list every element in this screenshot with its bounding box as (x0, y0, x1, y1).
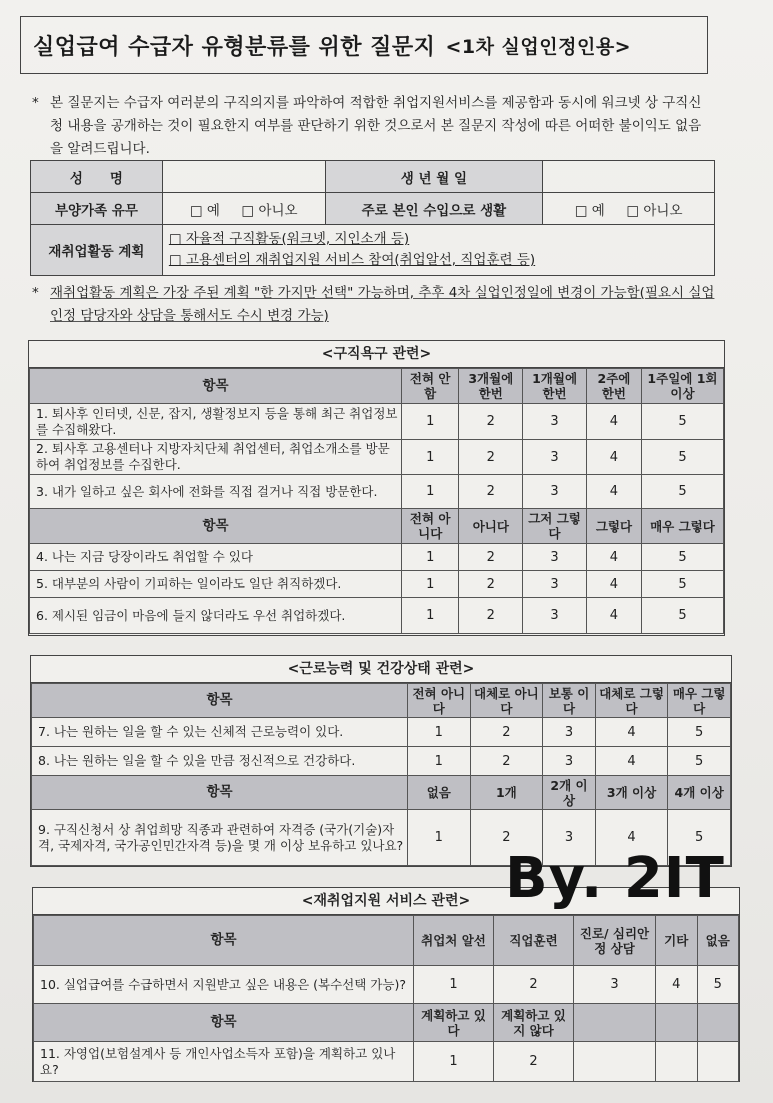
answer-option[interactable]: 2 (494, 966, 574, 1004)
question-text: 1. 퇴사후 인터넷, 신문, 잡지, 생활정보지 등을 통해 최근 취업정보를 수집해왔다. (30, 404, 402, 440)
answer-option[interactable]: 2 (459, 598, 523, 634)
section-work-ability (30, 655, 732, 867)
question-text: 11. 자영업(보험설계사 등 개인사업소득자 포함)을 계획하고 있나요? (34, 1042, 414, 1082)
header-choice: 1개월에 한번 (523, 369, 587, 404)
answer-option[interactable]: 5 (641, 440, 723, 475)
table-row (32, 747, 731, 776)
reemployment-plan-options (162, 225, 714, 276)
document-title: 실업급여 수급자 유형분류를 위한 질문지 (33, 34, 436, 60)
dependents-no-checkbox[interactable]: □ 아니오 (241, 202, 298, 219)
answer-option[interactable]: 3 (523, 404, 587, 440)
header-choice-empty (697, 1004, 739, 1042)
answer-option[interactable]: 5 (641, 598, 723, 634)
header-choice: 3개 이상 (595, 776, 668, 810)
header-choice: 기타 (656, 916, 698, 966)
income-label: 주로 본인 수입으로 생활 (325, 193, 543, 225)
job-desire-table (29, 368, 724, 634)
answer-option[interactable]: 2 (470, 810, 543, 866)
answer-option[interactable]: 4 (586, 571, 641, 598)
header-choice-empty (656, 1004, 698, 1042)
reemployment-plan-label: 재취업활동 계획 (31, 225, 163, 276)
applicant-info-table (30, 160, 715, 276)
answer-option[interactable]: 3 (523, 544, 587, 571)
table-header-row (30, 369, 724, 404)
question-text: 9. 구직신청서 상 취업희망 직종과 관련하여 자격증 (국가(기술)자격, 국제자격, 국가공인민간자격 등)을 몇 개 이상 보유하고 있나요? (32, 810, 408, 866)
birthdate-label: 생 년 월 일 (325, 161, 543, 193)
answer-option[interactable]: 4 (595, 810, 668, 866)
plan-note-text: 재취업활동 계획은 가장 주된 계획 "한 가지만 선택" 가능하며, 추후 4차 실업인정일에 변경이 가능함(필요시 실업인정 담당자와 상담을 통해서도 수시 변경 가능) (50, 285, 715, 324)
answer-option[interactable]: 4 (586, 404, 641, 440)
header-choice: 계획하고 있지 않다 (494, 1004, 574, 1042)
answer-option-empty (656, 1042, 698, 1082)
header-choice: 그저 그렇다 (523, 509, 587, 544)
answer-option[interactable]: 4 (595, 718, 668, 747)
header-choice: 진로/ 심리안정 상담 (574, 916, 656, 966)
header-choice: 3개월에 한번 (459, 369, 523, 404)
answer-option[interactable]: 4 (656, 966, 698, 1004)
table-header-row (34, 1004, 739, 1042)
answer-option[interactable]: 5 (641, 571, 723, 598)
answer-option[interactable]: 2 (470, 747, 543, 776)
header-choice: 대체로 아니다 (470, 684, 543, 718)
plan-center-service-checkbox[interactable]: □ 고용센터의 재취업지원 서비스 참여(취업알선, 직업훈련 등) (168, 252, 536, 268)
header-choice: 2개 이상 (543, 776, 596, 810)
header-choice: 대체로 그렇다 (595, 684, 668, 718)
reemployment-service-table (33, 915, 739, 1082)
table-row (30, 598, 724, 634)
answer-option[interactable]: 5 (697, 966, 739, 1004)
header-item: 항목 (30, 369, 402, 404)
header-choice: 보통 이다 (543, 684, 596, 718)
answer-option[interactable]: 1 (408, 718, 471, 747)
income-yes-checkbox[interactable]: □ 예 (574, 202, 605, 219)
header-item: 항목 (32, 776, 408, 810)
section-reemployment-service (32, 887, 740, 1082)
answer-option[interactable]: 4 (586, 598, 641, 634)
answer-option[interactable]: 5 (668, 718, 731, 747)
section-job-desire (28, 340, 725, 636)
plan-note-bullet: * (32, 285, 39, 301)
table-row (30, 404, 724, 440)
watermark-text: By. 2IT (505, 846, 725, 911)
birthdate-field[interactable] (543, 161, 715, 193)
answer-option[interactable]: 1 (402, 404, 459, 440)
header-choice: 취업처 알선 (414, 916, 494, 966)
income-no-checkbox[interactable]: □ 아니오 (626, 202, 683, 219)
question-text: 10. 실업급여를 수급하면서 지원받고 싶은 내용은 (복수선택 가능)? (34, 966, 414, 1004)
work-ability-table (31, 683, 731, 866)
answer-option[interactable]: 3 (523, 475, 587, 509)
answer-option-empty (574, 1042, 656, 1082)
answer-option[interactable]: 2 (459, 440, 523, 475)
answer-option[interactable]: 5 (668, 810, 731, 866)
table-row (34, 966, 739, 1004)
dependents-label: 부양가족 유무 (31, 193, 163, 225)
answer-option[interactable]: 1 (408, 747, 471, 776)
header-choice: 1개 (470, 776, 543, 810)
header-choice: 아니다 (459, 509, 523, 544)
answer-option-empty (697, 1042, 739, 1082)
table-header-row (34, 916, 739, 966)
document-title-box (20, 16, 708, 74)
header-choice: 매우 그렇다 (668, 684, 731, 718)
answer-option[interactable]: 1 (408, 810, 471, 866)
answer-option[interactable]: 3 (543, 747, 596, 776)
question-text: 3. 내가 일하고 싶은 회사에 전화를 직접 걸거나 직접 방문한다. (30, 475, 402, 509)
income-options (543, 193, 715, 225)
answer-option[interactable]: 1 (402, 440, 459, 475)
header-choice: 계획하고 있다 (414, 1004, 494, 1042)
answer-option[interactable]: 2 (459, 404, 523, 440)
name-field[interactable] (162, 161, 325, 193)
answer-option[interactable]: 3 (523, 440, 587, 475)
header-choice: 2주에 한번 (586, 369, 641, 404)
section-reemployment-service-title: <재취업지원 서비스 관련> (33, 888, 739, 915)
answer-option[interactable]: 3 (543, 810, 596, 866)
answer-option[interactable]: 3 (523, 598, 587, 634)
answer-option[interactable]: 5 (668, 747, 731, 776)
answer-option[interactable]: 1 (414, 966, 494, 1004)
table-header-row (32, 776, 731, 810)
question-text: 8. 나는 원하는 일을 할 수 있을 만큼 정신적으로 건강하다. (32, 747, 408, 776)
answer-option[interactable]: 4 (586, 544, 641, 571)
notice-text: 본 질문지는 수급자 여러분의 구직의지를 파악하여 적합한 취업지원서비스를 제공함과 동시에 워크넷 상 구직신청 내용을 공개하는 것이 필요한지 여부를 판단하기 위한 것으로서 본 질문지 작성에 따른 어떠한 불이익도 없음을 알려드립니다. (50, 95, 702, 157)
answer-option[interactable]: 4 (586, 440, 641, 475)
document-subtitle: <1차 실업인정인용> (445, 35, 632, 58)
plan-note (32, 282, 722, 328)
notice-bullet: * (32, 95, 39, 111)
answer-option[interactable]: 2 (459, 475, 523, 509)
answer-option[interactable]: 1 (402, 475, 459, 509)
header-choice: 없음 (697, 916, 739, 966)
header-choice: 직업훈련 (494, 916, 574, 966)
section-job-desire-title: <구직욕구 관련> (29, 341, 724, 368)
answer-option[interactable]: 4 (595, 747, 668, 776)
header-choice: 4개 이상 (668, 776, 731, 810)
header-item: 항목 (34, 1004, 414, 1042)
answer-option[interactable]: 2 (470, 718, 543, 747)
answer-option[interactable]: 2 (459, 544, 523, 571)
header-item: 항목 (30, 509, 402, 544)
answer-option[interactable]: 1 (402, 571, 459, 598)
dependents-options (162, 193, 325, 225)
answer-option[interactable]: 3 (574, 966, 656, 1004)
answer-option[interactable]: 5 (641, 544, 723, 571)
question-text: 7. 나는 원하는 일을 할 수 있는 신체적 근로능력이 있다. (32, 718, 408, 747)
header-choice: 전혀 아니다 (402, 509, 459, 544)
header-item: 항목 (32, 684, 408, 718)
table-row (30, 440, 724, 475)
table-header-row (30, 509, 724, 544)
table-row (30, 571, 724, 598)
answer-option[interactable]: 5 (641, 404, 723, 440)
header-choice: 없음 (408, 776, 471, 810)
header-choice-empty (574, 1004, 656, 1042)
answer-option[interactable]: 1 (414, 1042, 494, 1082)
question-text: 5. 대부분의 사람이 기피하는 일이라도 일단 취직하겠다. (30, 571, 402, 598)
header-choice: 그렇다 (586, 509, 641, 544)
question-text: 2. 퇴사후 고용센터나 지방자치단체 취업센터, 취업소개소를 방문하여 취업정보를 수집한다. (30, 440, 402, 475)
answer-option[interactable]: 3 (523, 571, 587, 598)
section-work-ability-title: <근로능력 및 건강상태 관련> (31, 656, 731, 683)
header-choice: 전혀 아니다 (408, 684, 471, 718)
header-choice: 매우 그렇다 (641, 509, 723, 544)
answer-option[interactable]: 1 (402, 544, 459, 571)
table-row (30, 475, 724, 509)
answer-option[interactable]: 2 (494, 1042, 574, 1082)
answer-option[interactable]: 5 (641, 475, 723, 509)
table-row (30, 544, 724, 571)
name-label: 성 명 (31, 161, 163, 193)
table-row (32, 718, 731, 747)
answer-option[interactable]: 3 (543, 718, 596, 747)
notice-paragraph (32, 92, 712, 161)
plan-self-search-checkbox[interactable]: □ 자율적 구직활동(워크넷, 지인소개 등) (168, 231, 410, 247)
answer-option[interactable]: 2 (459, 571, 523, 598)
table-header-row (32, 684, 731, 718)
header-choice: 전혀 안함 (402, 369, 459, 404)
answer-option[interactable]: 4 (586, 475, 641, 509)
table-row (34, 1042, 739, 1082)
question-text: 4. 나는 지금 당장이라도 취업할 수 있다 (30, 544, 402, 571)
header-choice: 1주일에 1회 이상 (641, 369, 723, 404)
answer-option[interactable]: 1 (402, 598, 459, 634)
header-item: 항목 (34, 916, 414, 966)
dependents-yes-checkbox[interactable]: □ 예 (189, 202, 220, 219)
question-text: 6. 제시된 임금이 마음에 들지 않더라도 우선 취업하겠다. (30, 598, 402, 634)
